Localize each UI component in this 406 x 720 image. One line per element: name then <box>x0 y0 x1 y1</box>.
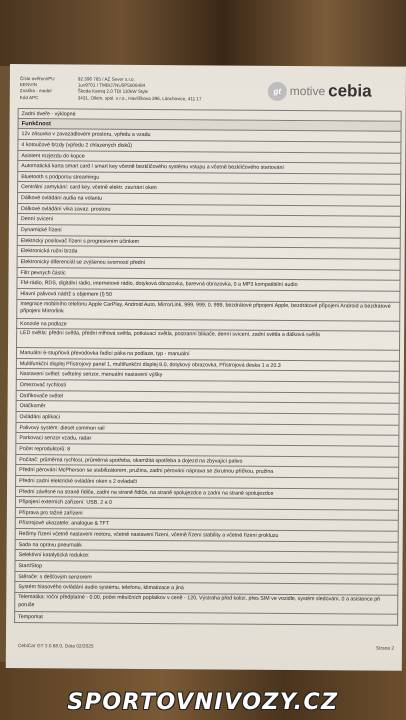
gt-motive-cebia-logo <box>268 80 372 103</box>
table-row: Sada na opravu pneumatik <box>15 540 399 553</box>
table-row: Stěrače: s dešťovým senzorem <box>14 572 398 585</box>
table-row: Elektronická ruční brzda <box>17 246 401 259</box>
table-row: Připojení externích zařízení: USB, 2 a 0 <box>15 497 399 510</box>
table-row: Manuální 6-stupňová převodovka řadicí páka na podlaze, typ - manuální <box>16 348 400 361</box>
table-row: Asistent rozjezdu do kopce <box>17 151 401 164</box>
table-row: 4 kotoučové brzdy (vpředu 2 chlazených disků) <box>17 140 401 153</box>
logo-cebia-text: cebia <box>328 81 372 101</box>
table-row: Multifunkční displej Přístrojový panel 1, multifunkční displej 8.0, dotykový obrazovka, Přístrojová deska 1 a 20.3 <box>16 359 400 372</box>
table-row: Režimy řízení včetně nastavení motoru, včetně nastavení řízení, včetně řízení stability a včetně řízení prokluzu <box>15 529 399 542</box>
table-row: Palivový systém: diesel common rail <box>15 423 399 436</box>
table-row: Telematika: roční předplatné - 0.00, počet měsíčních poplatkov v ceně - 120, Výstraha před kolizí, přes SIM ve vozidle, systém sledování, 0 a asistence při poruše <box>14 593 398 615</box>
table-row: Hlavní palivová nádrž s objemem (l) 50 <box>16 289 400 302</box>
table-row: Konzole na podlaze <box>16 319 400 332</box>
header-value: Škoda Kamiq 2.0 TDI 110kW Style <box>77 88 149 95</box>
table-row: Ostřikovače světel <box>16 391 400 404</box>
table-row: Přístrojové ukazatele: analogue & TFT <box>15 518 399 531</box>
footer-version: CebiCar GT 3.0.68.0, Data 02/2025 <box>17 644 94 650</box>
table-row: Otáčkoměr <box>16 401 400 414</box>
gt-logo-icon: gt <box>268 81 287 100</box>
header-value: 3431, Olkim, spol. s r.o., Havlíčkova 396, Litochovice, 411 17 <box>77 95 202 101</box>
table-row: Automatická karta smart card / smart key včetně bezklíčového systému vstupu a včetně bezklíčového startování <box>17 161 401 174</box>
table-row: 12v zásuvka v zavazadlovém prostoru, vpředu a vzadu <box>17 129 401 142</box>
table-row: Denní svícení <box>17 214 401 227</box>
table-row: Systém hlasového ovládání audio systému, telefonu, klimatizace a jiná <box>14 582 398 595</box>
table-section-header: Funkčnost <box>18 119 402 132</box>
header-labels <box>20 76 68 101</box>
table-row: Bluetooth s podporou streamingu <box>17 172 401 185</box>
table-row: Omezovač rychlosti <box>16 380 400 393</box>
watermark: SPORTOVNIVOZY.CZ <box>67 690 339 715</box>
header-label: Kód APC <box>19 94 39 100</box>
table-row: Start/Stop <box>14 561 398 574</box>
table-row: Dálkové ovládání audia na volantu <box>17 193 401 206</box>
table-row: Příprava pro tažné zařízení <box>15 508 399 521</box>
table-row: LED světla: přední světla, přední mlhová světla, potkávací světla, postranní blikače, denní svícení, zadní světla a dálková světla <box>16 329 400 351</box>
table-row: Tempomat <box>14 612 398 625</box>
table-row: Dynamické řízení <box>17 225 401 238</box>
table-row: Přední zadní elektrické ovládání oken s 2 ovladači <box>15 476 399 489</box>
table-row: Přední pérování McPherson se stabilizátorem, pružina, zadní pérování náprava se zkrutnou příčkou, pružina <box>15 465 399 478</box>
table-row: Parkovací senzor vzadu, radar <box>15 433 399 446</box>
table-row: FM-rádio, RDS, digitální rádio, internetové rádio, dotyková obrazovka, barevná obrazovka, 0 a MP3 kompatibilní audio <box>16 278 400 291</box>
header-values <box>78 76 248 102</box>
table-row: Selektivní katalytická redukce: <box>15 550 399 563</box>
table-row: Elektronický diferenciál se zvýšenou svorností přední <box>17 257 401 270</box>
header-value: 1uv9701 / TMBIJ7NU5P5006484 <box>77 82 146 89</box>
header-value: 92 396 765 / AZ Sever s.r.o. <box>77 76 135 82</box>
table-row: Nastavení světel: světelný senzor, manuální nastavení výšky <box>16 370 400 383</box>
header-label: Značka - model <box>19 88 52 94</box>
table-row: Přední závěsné na straně řidiče, zadní na straně řidiče, na straně spolujezdce a zadní na straně spolujezdce <box>15 487 399 500</box>
wood-background-top <box>0 0 406 66</box>
header-label: KENVIN <box>19 82 37 88</box>
table-row: Elektrický posilovač řízení s progresivním účinkem <box>17 236 401 249</box>
table-row: Integrace mobilního telefonu Apple CarPlay, Android Auto, MirrorLink, 999, 999, 0, 999, bezdrátové připojení Apple, bezdrátové připojení Android a bezdrátové připojení Mirrorlink <box>16 300 400 322</box>
footer-page-number: Strana 2 <box>375 646 395 652</box>
document-page <box>6 64 406 671</box>
table-row: Počítač: průměrná rychlost, průměrná spotřeba, okamžitá spotřeba a dojezd na zbývající palivo <box>15 455 399 468</box>
logo-motive-text: motive <box>289 83 326 99</box>
equipment-table <box>14 108 402 625</box>
table-row: Filtr pevných částic <box>17 268 401 281</box>
table-row: Počet reproduktorů: 8 <box>15 444 399 457</box>
table-row: Zadní dveře - výklopné <box>18 108 402 121</box>
table-row: Dálkové ovládání víka zavaz. prostoru <box>17 204 401 217</box>
table-row: Centrální zamykání: card key, včetně elektr. zavírání oken <box>17 183 401 196</box>
header-label: Číslo ověření/PU <box>19 76 55 82</box>
table-row: Ovládání aplikací <box>15 412 399 425</box>
